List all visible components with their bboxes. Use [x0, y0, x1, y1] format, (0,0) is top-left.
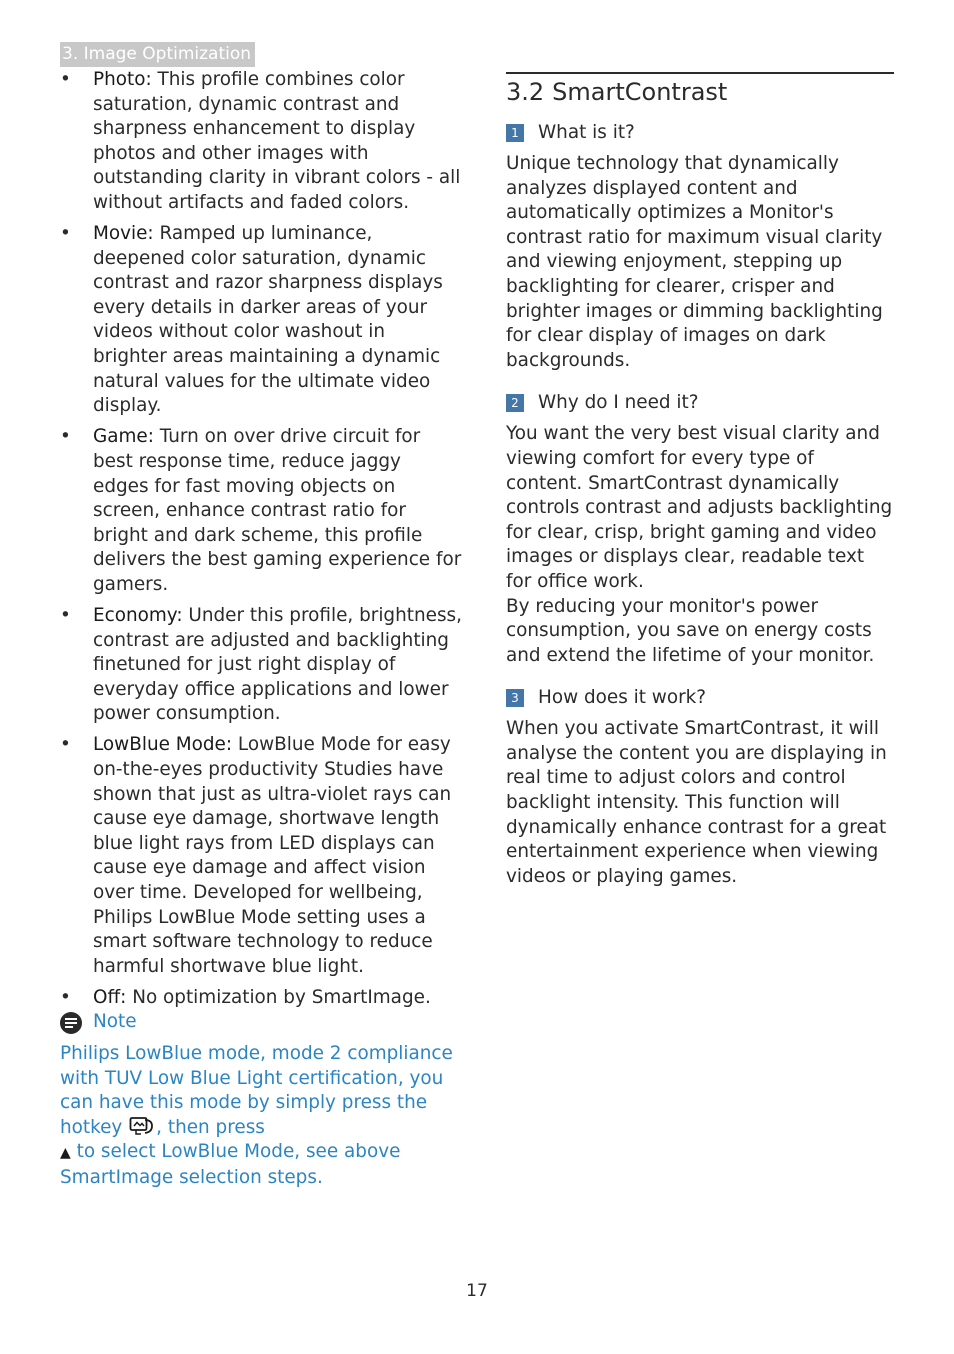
bullet: •: [60, 604, 71, 626]
description-off: No optimization by SmartImage.: [126, 986, 431, 1008]
subheading-title: What is it?: [538, 122, 635, 143]
number-badge: 1: [506, 124, 524, 142]
description-game: Turn on over drive circuit for best response time, reduce jaggy edges for fast moving objects on screen, enhance contrast ratio for bright and dark scheme, this profile delivers the best gaming experience for gamers.: [93, 426, 462, 595]
bullet: •: [60, 426, 71, 448]
list-item-lowblue: [60, 733, 462, 979]
description-economy: Under this profile, brightness, contrast are adjusted and backlighting finetuned for just right display of everyday office applications and lower power consumption.: [93, 604, 462, 725]
note-text-part1: Philips LowBlue mode, mode 2 compliance with TUV Low Blue Light certification, you can have this mode by simply press the hotkey: [60, 1043, 453, 1138]
paragraph: By reducing your monitor's power consumption, you save on energy costs and extend the lifetime of your monitor.: [506, 595, 875, 666]
subheading-what-is-it: [506, 121, 894, 145]
page-number: 17: [466, 1281, 488, 1301]
description-lowblue: LowBlue Mode for easy on-the-eyes productivity Studies have shown that just as ultra-violet rays can cause eye damage, shortwave length blue light rays from LED displays can cause eye damage and affect vision over time. Developed for wellbeing, Philips LowBlue Mode setting uses a smart software technology to reduce harmful shortwave blue light.: [93, 734, 452, 977]
term-game: Game:: [93, 426, 154, 448]
term-economy: Economy:: [93, 604, 183, 626]
subheading-title: How does it work?: [538, 687, 707, 709]
bullet: •: [60, 69, 71, 90]
left-column: [60, 68, 462, 1191]
section-heading: [506, 72, 894, 107]
list-item-off: [60, 986, 462, 1011]
term-movie: Movie:: [93, 223, 154, 245]
term-lowblue: LowBlue Mode:: [93, 734, 233, 756]
term-photo: Photo:: [93, 69, 152, 90]
note-text: [60, 1042, 462, 1191]
section-tag: 3. Image Optimization: [60, 42, 255, 67]
subheading-why-need-it: [506, 391, 894, 415]
profile-list: [60, 68, 462, 1010]
up-arrow-icon: ▲: [60, 1145, 71, 1162]
note-label: Note: [93, 1011, 137, 1033]
right-column: [506, 72, 894, 907]
description-movie: Ramped up luminance, deepened color saturation, dynamic contrast and razor sharpness displays every details in darker areas of your videos without color washout in brighter areas maintaining a dynamic natural values for the ultimate video display.: [93, 223, 443, 417]
section-title: SmartContrast: [552, 78, 728, 106]
bullet: •: [60, 734, 71, 756]
subheading-title: Why do I need it?: [538, 392, 699, 414]
bullet: •: [60, 223, 71, 245]
list-item-photo: [60, 68, 462, 216]
number-badge: 3: [506, 689, 524, 707]
note-text-part3: to select LowBlue Mode, see above SmartImage selection steps.: [60, 1141, 401, 1189]
paragraph: Unique technology that dynamically analyzes displayed content and automatically optimizes a Monitor's contrast ratio for maximum visual clarity and viewing enjoyment, stepping up backlighting for clearer, crisper and brighter images or dimming backlighting for clear display of images on dark backgrounds.: [506, 153, 883, 371]
bullet: •: [60, 986, 71, 1008]
note-icon: [60, 1012, 82, 1034]
paragraph: You want the very best visual clarity and viewing comfort for every type of content. SmartContrast dynamically controls contrast and adjusts backlighting for clear, crisp, bright gaming and video images or displays clear, readable text for office work.: [506, 423, 893, 592]
note-text-part2: , then press: [156, 1116, 265, 1138]
smartimage-hotkey-icon: [129, 1116, 155, 1136]
number-badge: 2: [506, 394, 524, 412]
paragraph: When you activate SmartContrast, it will analyse the content you are displaying in real time to adjust colors and control backlight intensity. This function will dynamically enhance contrast for a great entertainment experience when viewing videos or playing games.: [506, 718, 887, 887]
list-item-economy: [60, 604, 462, 727]
note-heading: [60, 1010, 462, 1035]
list-item-movie: [60, 222, 462, 419]
term-off: Off:: [93, 986, 127, 1008]
description-photo: This profile combines color saturation, dynamic contrast and sharpness enhancement to display photos and other images with outstanding clarity in vibrant colors - all without artifacts and faded colors.: [93, 69, 461, 213]
list-item-game: [60, 425, 462, 597]
section-number: 3.2: [506, 78, 545, 106]
subheading-how-does-it-work: [506, 686, 894, 710]
